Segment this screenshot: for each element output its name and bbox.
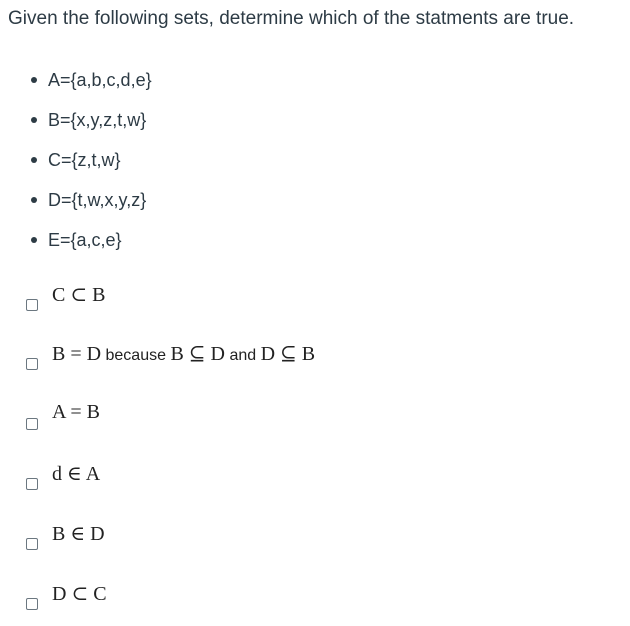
bullet-icon: [31, 237, 37, 243]
option-label: B ∈ D: [52, 523, 105, 545]
option-b-equals-d[interactable]: [0, 341, 630, 381]
option-d-subset-c[interactable]: [0, 581, 630, 621]
option-checkbox[interactable]: [26, 299, 38, 311]
bullet-icon: [31, 77, 37, 83]
option-d-in-a[interactable]: [0, 461, 630, 501]
math-expression: B ⊆ D: [170, 343, 225, 365]
bullet-icon: [31, 117, 37, 123]
option-label: A = B: [52, 401, 100, 423]
question-text: Given the following sets, determine which of the statments are true.: [8, 8, 575, 29]
math-expression: D ⊆ B: [260, 343, 316, 365]
option-label: d ∈ A: [52, 463, 101, 485]
option-checkbox[interactable]: [26, 538, 38, 550]
option-checkbox[interactable]: [26, 418, 38, 430]
option-label: [52, 341, 315, 366]
option-checkbox[interactable]: [26, 478, 38, 490]
set-label: E={a,c,e}: [48, 229, 122, 250]
option-label: D ⊂ C: [52, 583, 107, 605]
option-checkbox[interactable]: [26, 358, 38, 370]
set-label: B={x,y,z,t,w}: [48, 109, 147, 130]
option-b-in-d[interactable]: [0, 521, 630, 561]
option-label: C ⊂ B: [52, 284, 106, 306]
set-label: D={t,w,x,y,z}: [48, 189, 147, 210]
connector-text: because: [101, 347, 171, 364]
option-c-subset-b[interactable]: [0, 282, 630, 322]
math-expression: B = D: [52, 343, 102, 365]
bullet-icon: [31, 157, 37, 163]
set-label: A={a,b,c,d,e}: [48, 69, 152, 90]
option-checkbox[interactable]: [26, 598, 38, 610]
option-a-equals-b[interactable]: [0, 401, 630, 441]
connector-text: and: [225, 347, 261, 364]
set-label: C={z,t,w}: [48, 149, 121, 170]
bullet-icon: [31, 197, 37, 203]
